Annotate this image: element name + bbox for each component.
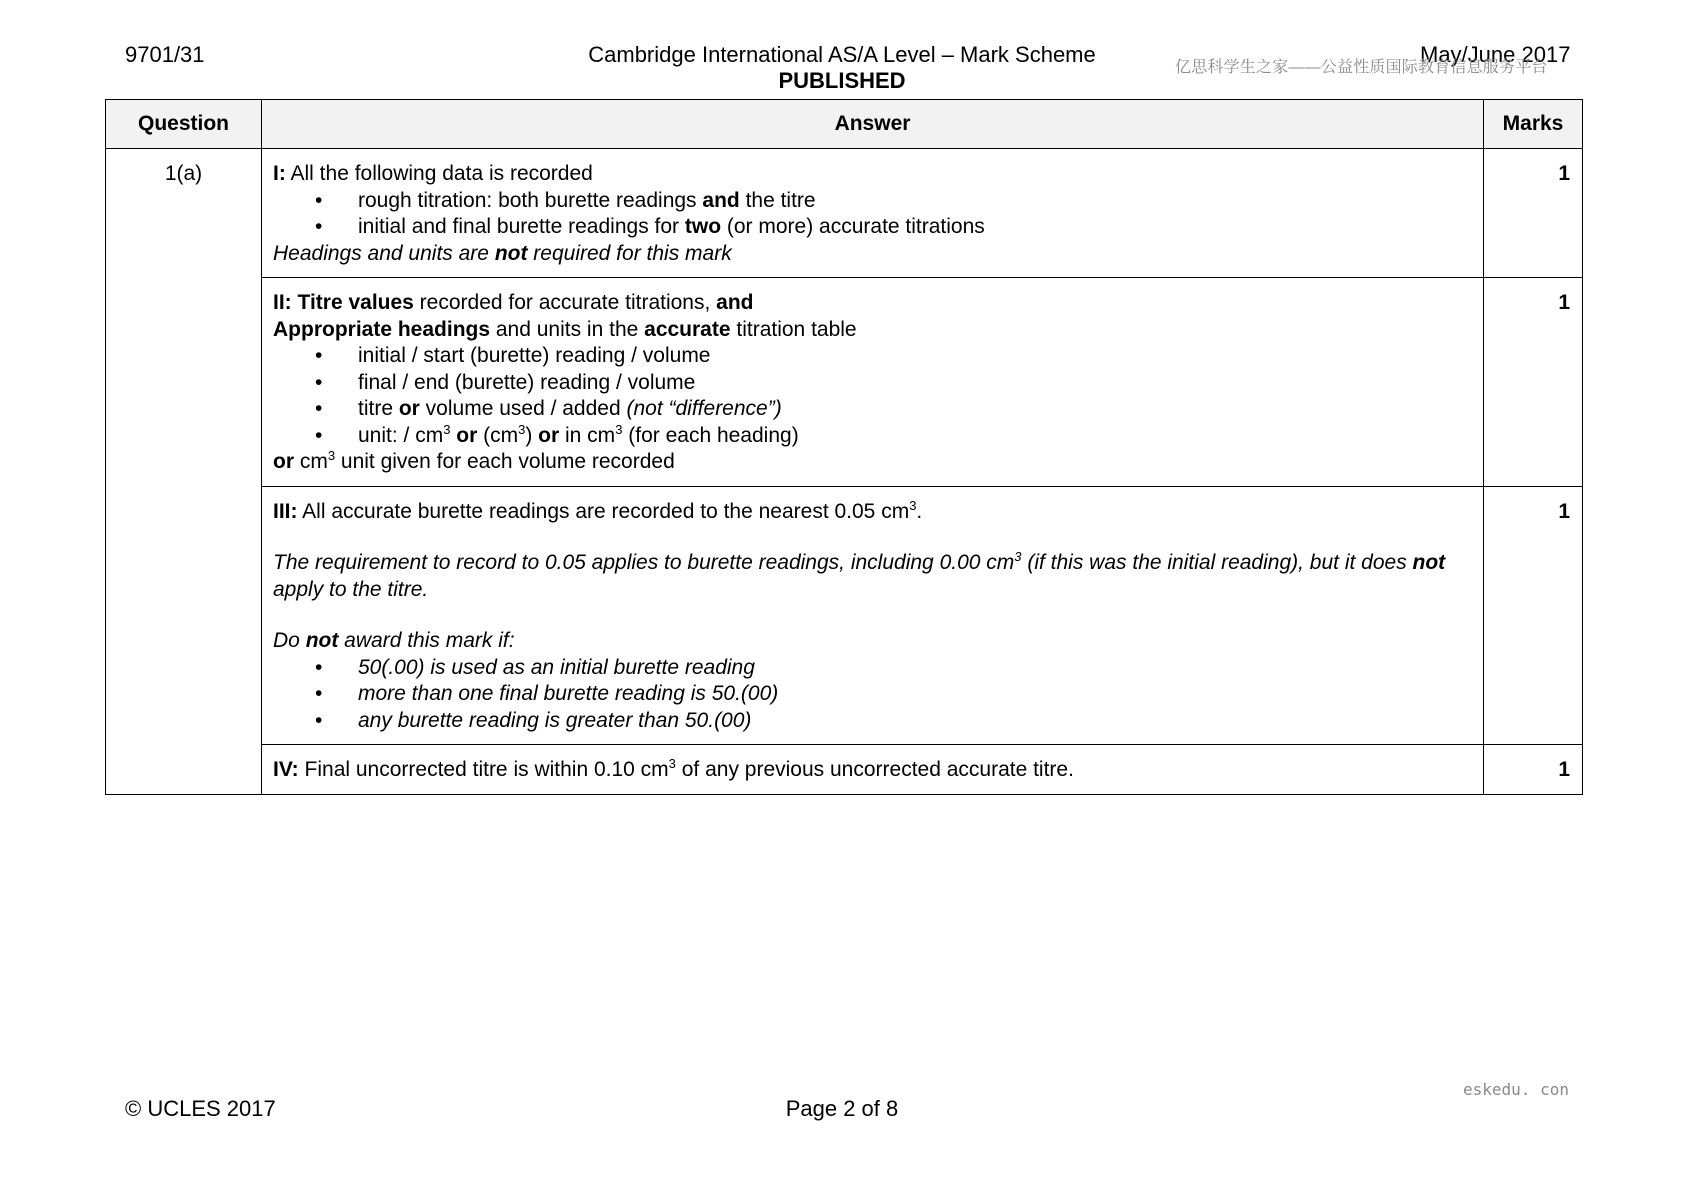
question-number: 1(a) [106,149,262,795]
document-title: Cambridge International AS/A Level – Mark Scheme [588,42,1096,67]
mark-value: 1 [1484,486,1583,745]
table-row [106,149,1583,278]
list-item: • any burette reading is greater than 50.(00) [273,708,1471,735]
table-header-row [106,100,1583,149]
note: The requirement to record to 0.05 applies to burette readings, including 0.00 $cm^3$ (if this was the initial reading), but it does not apply to the titre. [273,549,1446,601]
list-item: • final / end (burette) reading / volume [273,370,1471,397]
criterion-label: IV: [273,758,299,781]
bullet-list [273,188,1471,241]
note: Headings and units are not required for this mark [273,241,732,265]
header-answer: Answer [262,100,1484,149]
list-item: • initial and final burette readings for two (or more) accurate titrations [273,214,1471,241]
list-item: • more than one final burette reading is 50.(00) [273,681,1471,708]
bullet-list [273,655,1471,735]
criterion-label: III: [273,499,298,523]
bullet-list [273,343,1471,449]
criterion-label: I: [273,162,286,185]
header-question: Question [106,100,262,149]
table-row [106,278,1583,487]
mark-scheme-table [105,99,1583,795]
list-item: • unit: / $cm^3$ or $(cm^3)$ or in $cm^3$ (for each heading) [273,423,1471,450]
mark-value: 1 [1484,278,1583,487]
answer-cell-iii: III: All accurate burette readings are recorded to the nearest 0.05 $cm^3$. The requirement to record to 0.05 applies to burette readings, including 0.00 $cm^3$ (if this was the initial reading), but it does not apply to the titre. Do not award this mark if: • 50(.00) is used as an initial burette reading • more than one final burette reading is 50.(00) • any burette reading is greater than 50.(00) [262,486,1484,745]
watermark-top: 亿思科学生之家——公益性质国际教育信息服务平台 [1175,59,1548,76]
copyright: © UCLES 2017 [125,1096,276,1121]
answer-cell-i: I: All the following data is recorded • rough titration: both burette readings and the titre • initial and final burette readings for two (or more) accurate titrations Headings and units are not required for this mark [262,149,1484,278]
exam-session: May/June 2017 [1420,42,1571,67]
note: Do not award this mark if: [273,629,515,652]
table-row [106,745,1583,795]
page-number: Page 2 of 8 [785,1096,899,1121]
answer-cell-iv: IV: Final uncorrected titre is within 0.10 $cm^3$ of any previous uncorrected accurate titre. [262,745,1484,795]
table-row [106,486,1583,745]
published-label: PUBLISHED [778,68,906,93]
watermark-bottom: eskedu. con [1463,1080,1569,1099]
paper-code: 9701/31 [125,42,205,67]
list-item: • 50(.00) is used as an initial burette reading [273,655,1471,682]
list-item: • rough titration: both burette readings and the titre [273,188,1471,215]
list-item: • titre or volume used / added (not “difference”) [273,396,1471,423]
mark-value: 1 [1484,149,1583,278]
list-item: • initial / start (burette) reading / volume [273,343,1471,370]
header-marks: Marks [1484,100,1583,149]
mark-value: 1 [1484,745,1583,795]
answer-cell-ii: II: Titre values recorded for accurate titrations, and Appropriate headings and units in the accurate titration table • initial / start (burette) reading / volume • final / end (burette) reading / volume • titre or volume used / added (not “difference”) • unit: / $cm^3$ or $(cm^3)$ or in $cm^3$ (for each heading) or $cm^3$ unit given for each volume recorded [262,278,1484,487]
